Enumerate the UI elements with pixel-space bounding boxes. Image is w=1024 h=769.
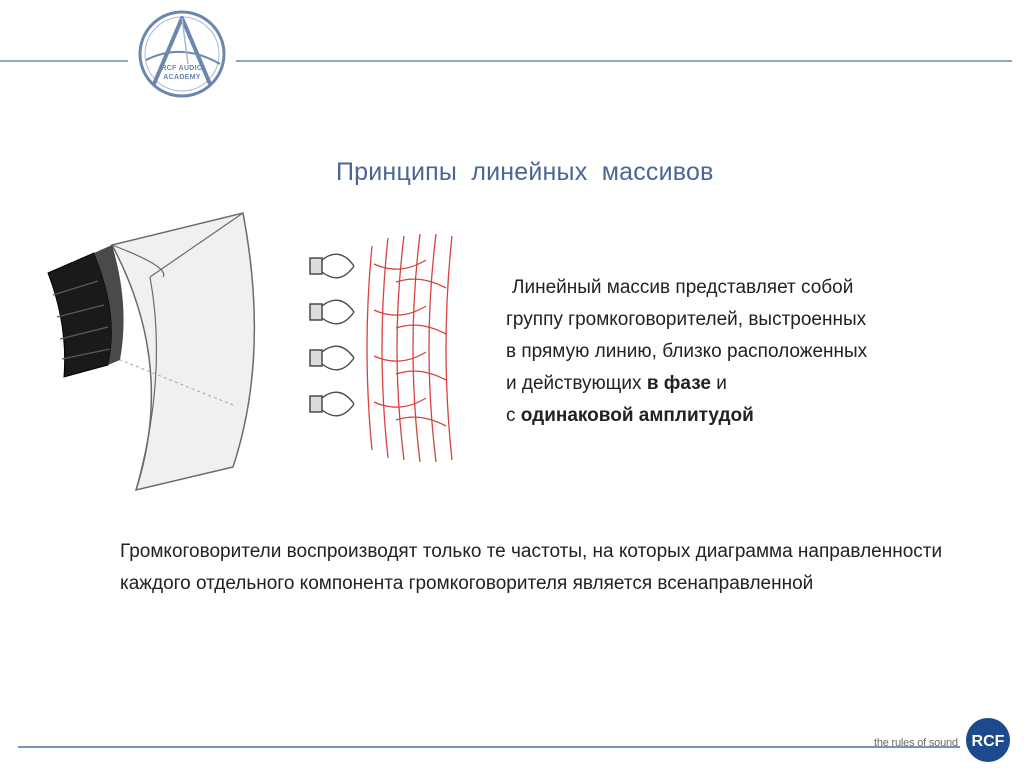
logo-line-2: ACADEMY xyxy=(163,74,201,81)
rcf-logo-text: RCF xyxy=(971,733,1005,750)
definition-line-5 xyxy=(506,400,976,432)
academy-logo xyxy=(132,6,232,102)
definition-line-1: Линейный массив представляет собой xyxy=(512,277,854,298)
header-rule-right xyxy=(236,60,1012,62)
line-5-prefix: с xyxy=(506,405,521,426)
wavefront-interference-figure xyxy=(300,228,480,473)
line-array-coverage-figure xyxy=(38,205,278,495)
definition-line-3: в прямую линию, близко расположенных xyxy=(506,341,868,362)
rcf-brand-logo xyxy=(964,716,1012,764)
frequency-note: Громкоговорители воспроизводят только те частоты, на которых диаграмма направленности каждого отдельного компонента громкоговорителя является всенаправленной xyxy=(120,541,943,594)
footer-slogan: the rules of sound xyxy=(874,737,958,749)
header-rule-left xyxy=(0,60,128,62)
equal-amplitude-emphasis: одинаковой амплитудой xyxy=(520,405,754,426)
slide-title: Принципы линейных массивов xyxy=(336,158,714,186)
rcf-logo-icon xyxy=(964,716,1012,764)
in-phase-emphasis: в фазе xyxy=(646,373,711,394)
logo-line-1: RCF AUDIO xyxy=(161,65,203,72)
definition-line-4 xyxy=(506,368,976,400)
line-4-prefix: и действующих xyxy=(506,373,647,394)
line-4-suffix: и xyxy=(710,373,727,394)
definition-text xyxy=(506,272,976,432)
academy-logo-icon xyxy=(132,6,232,102)
definition-line-2: группу громкоговорителей, выстроенных xyxy=(506,309,867,330)
footer-rule xyxy=(18,746,960,748)
